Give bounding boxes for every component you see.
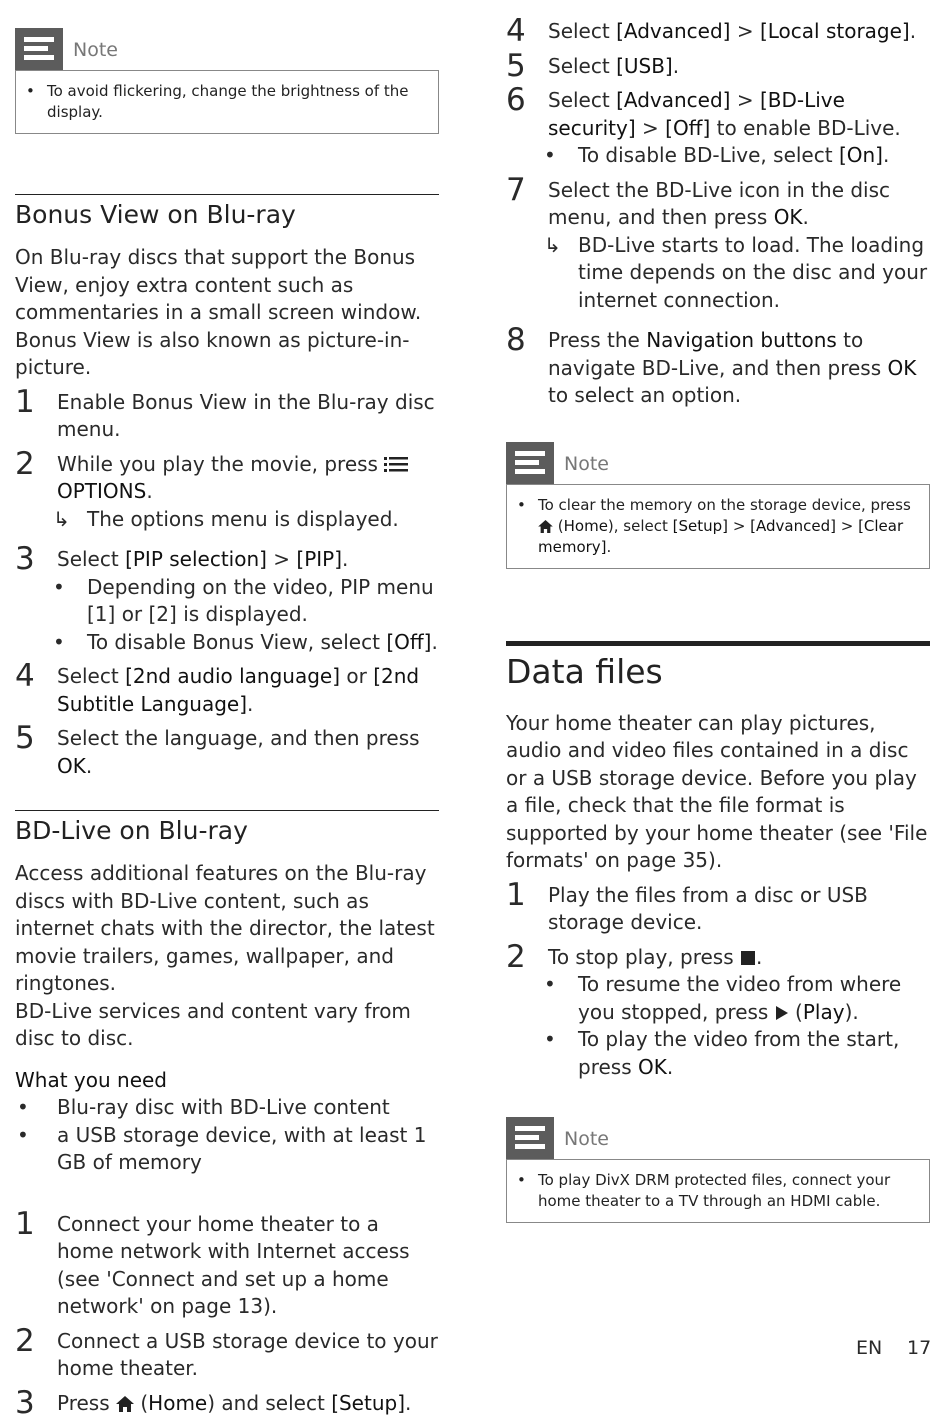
bdlive-step-3: 3 Press (Home) and select [Setup]. (15, 1384, 412, 1421)
footer-language: EN (856, 1337, 883, 1359)
section-divider (15, 810, 439, 811)
note-flicker (15, 28, 439, 134)
data-step-2-bullet-1: • To resume the video from where you stopped, press (Play). (544, 972, 902, 1024)
result-arrow-icon: ↳ (544, 232, 561, 257)
options-label: OPTIONS (57, 479, 147, 503)
note-text: To avoid flickering, change the brightness of the display. (47, 82, 409, 121)
data-step-2: 2 To stop play, press . • To resume the video from where you stopped, press (Play). • To play the video from the start, press OK. (506, 944, 930, 1082)
bdlive-step-6: 6 Select [Advanced] > [BD-Live security] > [Off] to enable BD-Live. • To disable BD-Live, select [On]. (506, 87, 930, 170)
note-divx (506, 1117, 930, 1223)
bdlive-step-4: 4 Select [Advanced] > [Local storage]. (506, 13, 917, 49)
bonus-step-2: 2 While you play the movie, press OPTIONS. ↳ The options menu is displayed. (15, 451, 439, 534)
section-divider (15, 194, 439, 195)
bdlive-intro: Access additional features on the Blu-ray discs with BD-Live content, such as internet chats with the director, the latest movie trailers, games, wallpaper, and ringtones. (15, 861, 435, 995)
bonus-step-2-result: ↳ The options menu is displayed. (51, 506, 439, 534)
note-box: • To clear the memory on the storage device, press (Home), select [Setup] > [Advanced] > [Clear memory]. (506, 484, 930, 569)
note-clear-memory (506, 442, 930, 569)
bonus-step-3-bullet-2: • To disable Bonus View, select [Off]. (53, 629, 438, 654)
section-heading-bonus-view: Bonus View on Blu-ray (15, 200, 296, 229)
data-step-1: 1 Play the files from a disc or USB storage device. (506, 876, 868, 934)
bonus-step-3: 3 Select [PIP selection] > [PIP]. • Depending on the video, PIP menu [1] or [2] is displayed. • To disable Bonus View, select [Off]. (15, 546, 439, 656)
chapter-divider (506, 641, 930, 646)
bdlive-step-2: 2 Connect a USB storage device to your home theater. (15, 1322, 438, 1380)
note-box: • To avoid flickering, change the brightness of the display. (15, 70, 439, 134)
chapter-heading-data-files: Data files (506, 651, 663, 691)
note-text: To play DivX DRM protected files, connect your home theater to a TV through an HDMI cable. (538, 1171, 891, 1210)
need-item-1: • Blu-ray disc with BD-Live content (17, 1095, 390, 1119)
note-title: Note (564, 452, 609, 475)
bonus-step-5: 5 Select the language, and then press OK. (15, 720, 420, 778)
bdlive-step-1: 1 Connect your home theater to a home network with Internet access (see 'Connect and set up a home network' on page 13). (15, 1205, 410, 1318)
page-number: 17 (907, 1337, 932, 1359)
result-arrow-icon: ↳ (53, 506, 70, 531)
options-icon (384, 455, 408, 473)
note-title: Note (564, 1128, 609, 1150)
bonus-step-1: 1 Enable Bonus View in the Blu-ray disc menu. (15, 383, 435, 441)
data-step-2-bullet-2: • To play the video from the start, press OK. (544, 1027, 900, 1079)
data-files-intro: Your home theater can play pictures, audio and video files contained in a disc or a USB storage device. Before you play a file, check that the file format is supported by your home theater (see 'File formats' on page 35). (506, 710, 928, 872)
left-column (15, 0, 439, 1421)
home-icon (116, 1396, 134, 1412)
note-icon (506, 442, 554, 484)
bdlive-step-5: 5 Select [USB]. (506, 47, 680, 84)
bdlive-intro-2: BD-Live services and content vary from disc to disc. (15, 998, 411, 1050)
bonus-step-4: 4 Select [2nd audio language] or [2nd Subtitle Language]. (15, 658, 420, 716)
bdlive-step-7: 7 Select the BD-Live icon in the disc menu, and then press OK. ↳ BD-Live starts to load. The loading time depends on the disc and your internet connection. (506, 177, 930, 315)
section-heading-bd-live: BD-Live on Blu-ray (15, 816, 248, 845)
home-icon (538, 520, 553, 533)
right-column (506, 13, 930, 1223)
need-item-2: • a USB storage device, with at least 1 GB of memory (17, 1122, 427, 1174)
bdlive-step-7-result: ↳ BD-Live starts to load. The loading time depends on the disc and your internet connection. (544, 232, 928, 312)
note-icon (15, 28, 63, 70)
what-you-need-title: What you need (15, 1067, 167, 1092)
note-title: Note (73, 39, 118, 61)
play-icon (775, 1005, 789, 1021)
stop-icon (740, 950, 756, 966)
bdlive-step-8: 8 Press the Navigation buttons to navigate BD-Live, and then press OK to select an option. (506, 322, 917, 407)
note-icon (506, 1117, 554, 1159)
bonus-intro: On Blu-ray discs that support the Bonus View, enjoy extra content such as commentaries in a small screen window. Bonus View is also known as picture-in-picture. (15, 245, 422, 379)
note-box: • To play DivX DRM protected files, connect your home theater to a TV through an HDMI cable. (506, 1159, 930, 1223)
bonus-step-3-bullet-1: • Depending on the video, PIP menu [1] or [2] is displayed. (53, 574, 434, 626)
bdlive-step-6-bullet: • To disable BD-Live, select [On]. (544, 143, 890, 167)
